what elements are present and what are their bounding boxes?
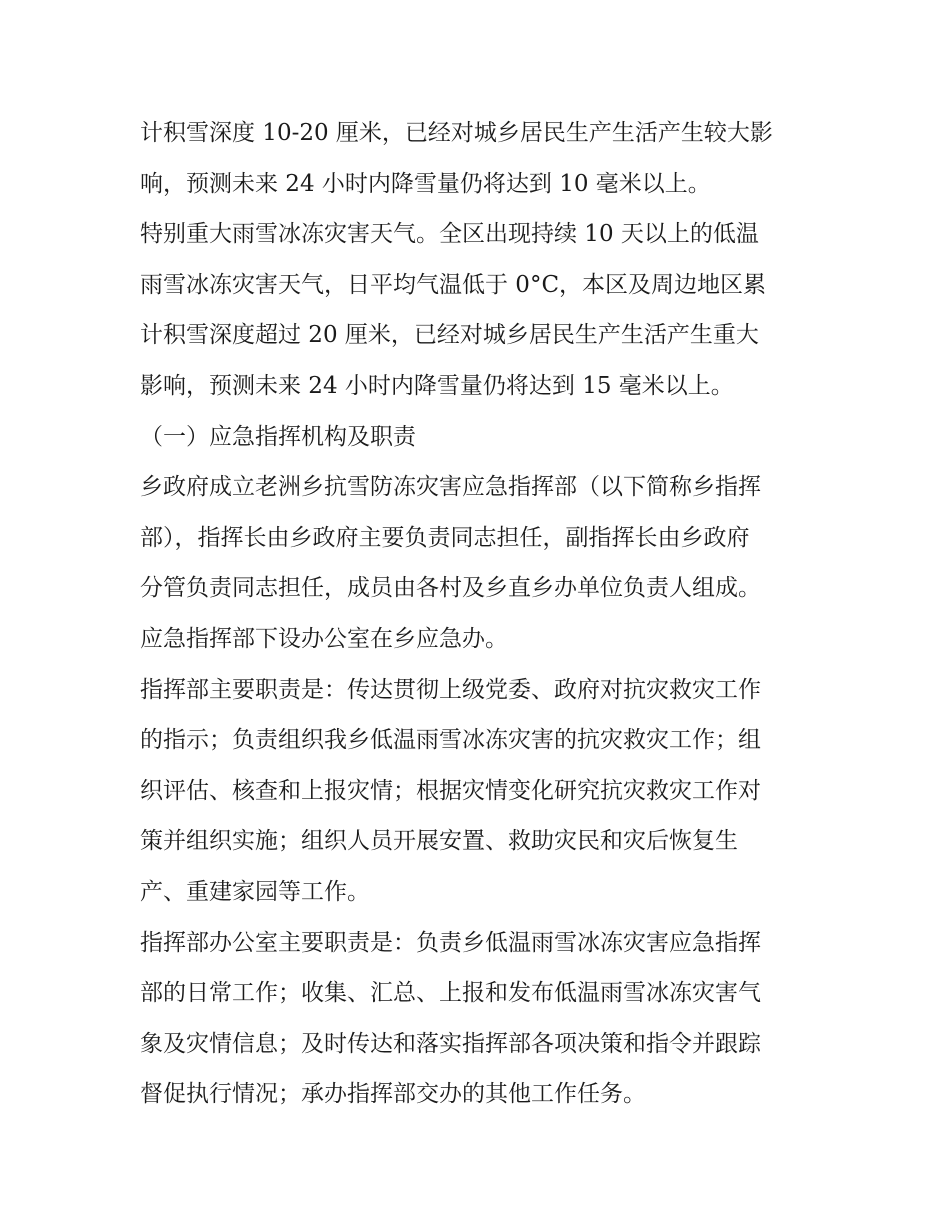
text-line: 部的日常工作；收集、汇总、上报和发布低温雨雪冰冻灾害气 bbox=[140, 980, 761, 1007]
text-line: 响，预测未来 24 小时内降雪量仍将达到 10 毫米以上。 bbox=[140, 170, 711, 197]
text-line: 产、重建家园等工作。 bbox=[140, 878, 370, 905]
text-line: 计积雪深度 10-20 厘米，已经对城乡居民生产生活产生较大影 bbox=[140, 120, 773, 146]
text-line: 分管负责同志担任，成员由各村及乡直乡办单位负责人组成。 bbox=[140, 575, 761, 602]
section-heading: （一）应急指挥机构及职责 bbox=[140, 423, 416, 450]
text-line: 乡政府成立老洲乡抗雪防冻灾害应急指挥部（以下简称乡指挥 bbox=[140, 474, 761, 501]
text-line: 指挥部办公室主要职责是：负责乡低温雨雪冰冻灾害应急指挥 bbox=[140, 929, 761, 956]
text-line: 织评估、核查和上报灾情；根据灾情变化研究抗灾救灾工作对 bbox=[140, 777, 761, 804]
text-line: 雨雪冰冻灾害天气，日平均气温低于 0°C，本区及周边地区累 bbox=[140, 271, 767, 298]
text-line: 特别重大雨雪冰冻灾害天气。全区出现持续 10 天以上的低温 bbox=[140, 221, 759, 248]
text-line: 计积雪深度超过 20 厘米，已经对城乡居民生产生活产生重大 bbox=[140, 322, 759, 349]
text-line: 影响，预测未来 24 小时内降雪量仍将达到 15 毫米以上。 bbox=[140, 372, 734, 399]
document-body bbox=[140, 108, 820, 1120]
text-line: 象及灾情信息；及时传达和落实指挥部各项决策和指令并跟踪 bbox=[140, 1030, 761, 1057]
text-line: 应急指挥部下设办公室在乡应急办。 bbox=[140, 625, 508, 652]
text-line: 督促执行情况；承办指挥部交办的其他工作任务。 bbox=[140, 1081, 646, 1108]
text-line: 指挥部主要职责是：传达贯彻上级党委、政府对抗灾救灾工作 bbox=[140, 676, 761, 703]
text-line: 策并组织实施；组织人员开展安置、救助灾民和灾后恢复生 bbox=[140, 828, 738, 855]
text-line: 部），指挥长由乡政府主要负责同志担任，副指挥长由乡政府 bbox=[140, 524, 750, 551]
text-line: 的指示；负责组织我乡低温雨雪冰冻灾害的抗灾救灾工作；组 bbox=[140, 727, 761, 754]
